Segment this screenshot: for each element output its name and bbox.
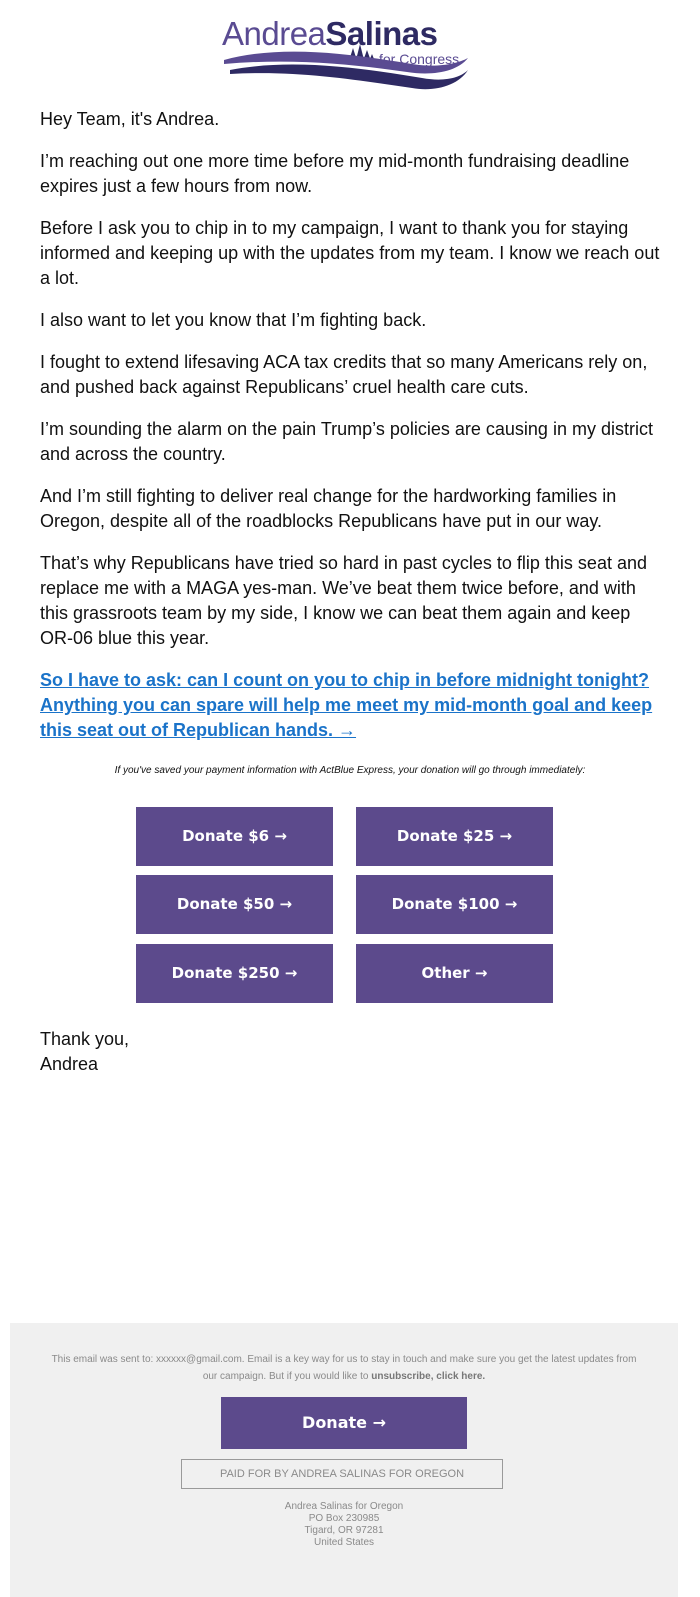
address-line: PO Box 230985: [308, 1513, 380, 1524]
paid-for-disclaimer: PAID FOR BY ANDREA SALINAS FOR OREGON: [181, 1459, 503, 1489]
paragraph-deadline: I’m reaching out one more time before my mid-month fundraising deadline expires just a few hours from now.: [40, 151, 630, 196]
address-line: United States: [313, 1537, 375, 1548]
sent-to-text: This email was sent to: xxxxxx@gmail.com. Email is a key way for us to stay in touch and make sure you get the latest updates from our campaign. But if you would like to: [51, 1354, 637, 1382]
ask-donate-link[interactable]: So I have to ask: can I count on you to chip in before midnight tonight? Anything you can spare will help me meet my mid-month goal and keep this seat out of Republican hands. →: [40, 670, 653, 740]
paragraph-aca: I fought to extend lifesaving ACA tax credits that so many Americans rely on, and pushed back against Republicans’ cruel health care cuts.: [40, 352, 648, 397]
donate-100-button[interactable]: Donate $100 →: [356, 875, 553, 934]
signoff-text: Thank you,: [40, 1029, 130, 1049]
campaign-logo: [222, 14, 472, 94]
donate-50-button[interactable]: Donate $50 →: [136, 875, 333, 934]
unsubscribe-link[interactable]: unsubscribe, click here.: [371, 1371, 486, 1382]
footer-disclaimer: [50, 1351, 638, 1385]
paragraph-trump: I’m sounding the alarm on the pain Trump’s policies are causing in my district and across the country.: [40, 419, 653, 464]
greeting: Hey Team, it's Andrea.: [40, 109, 220, 129]
footer-donate-button[interactable]: Donate →: [221, 1397, 467, 1449]
paragraph-thanks: Before I ask you to chip in to my campaign, I want to thank you for staying informed and keeping up with the updates from my team. I know we reach out a lot.: [40, 218, 660, 288]
address-line: Andrea Salinas for Oregon: [284, 1501, 404, 1512]
donate-25-button[interactable]: Donate $25 →: [356, 807, 553, 866]
logo-subtitle: for Congress: [379, 51, 460, 67]
signoff-block: [40, 1027, 129, 1077]
donate-6-button[interactable]: Donate $6 →: [136, 807, 333, 866]
address-line: Tigard, OR 97281: [304, 1525, 384, 1536]
email-footer: [10, 1323, 678, 1597]
paragraph-oregon: And I’m still fighting to deliver real change for the hardworking families in Oregon, despite all of the roadblocks Republicans have put in our way.: [40, 486, 617, 531]
logo-last-name: Salinas: [325, 15, 438, 52]
paragraph-or06: That’s why Republicans have tried so hard in past cycles to flip this seat and replace me with a MAGA yes-man. We’ve beat them twice before, and with this grassroots team by my side, I know we can beat them again and keep OR-06 blue this year.: [40, 553, 647, 648]
logo-wordmark: [222, 14, 438, 54]
signature: Andrea: [40, 1054, 99, 1074]
donate-250-button[interactable]: Donate $250 →: [136, 944, 333, 1003]
logo-first-name: Andrea: [222, 15, 326, 52]
actblue-express-note: If you've saved your payment information with ActBlue Express, your donation will go through immediately:: [114, 765, 586, 776]
paragraph-fighting-back: I also want to let you know that I’m fighting back.: [40, 310, 427, 330]
mailing-address: [10, 1501, 678, 1549]
donate-other-button[interactable]: Other →: [356, 944, 553, 1003]
email-body: [40, 107, 660, 743]
